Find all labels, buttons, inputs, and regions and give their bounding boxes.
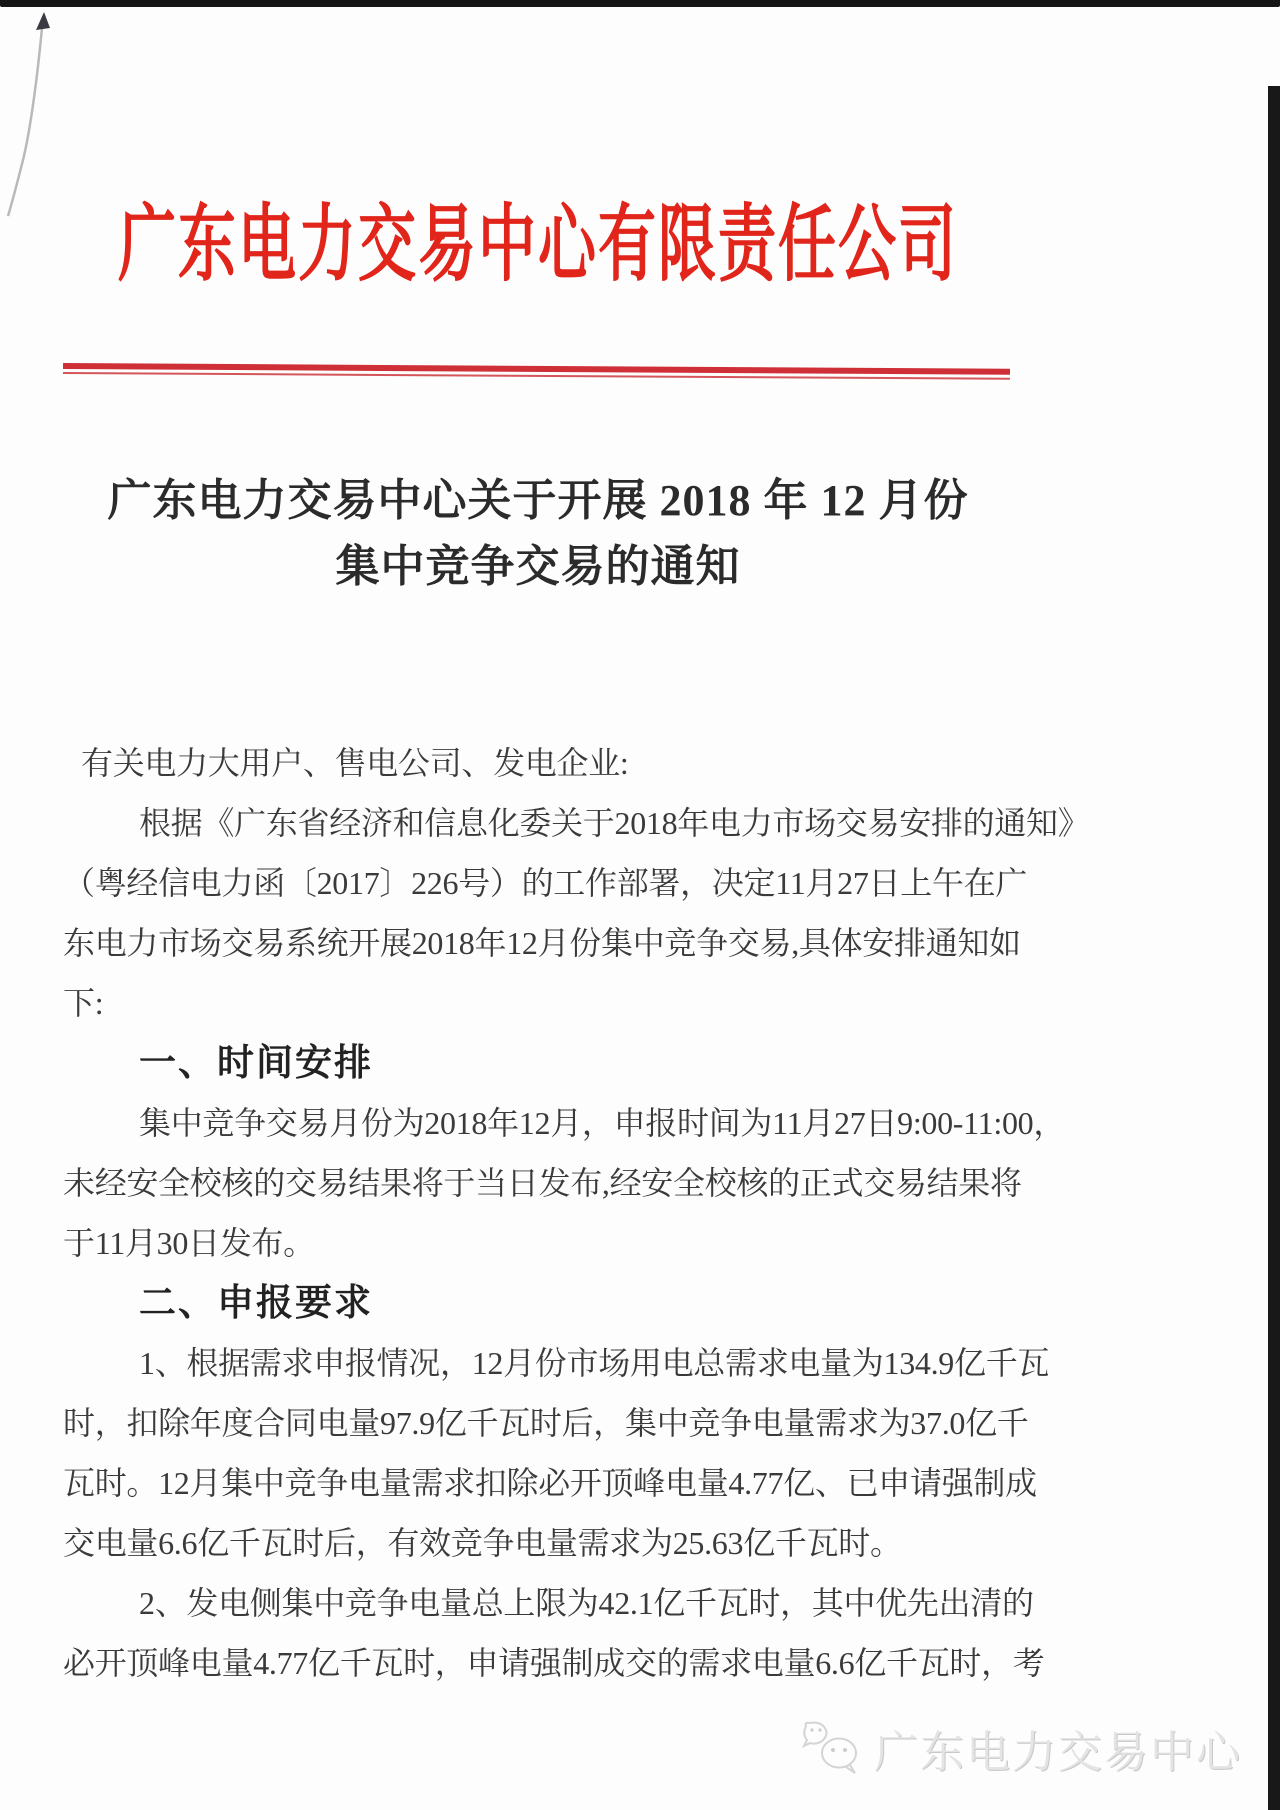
section1-line2: 未经安全校核的交易结果将于当日发布,经安全校核的正式交易结果将	[63, 1165, 1022, 1201]
section1-heading: 一、时间安排	[139, 1042, 373, 1083]
document-title-line2: 集中竞争交易的通知	[335, 542, 741, 591]
scan-edge-right	[1268, 86, 1280, 1810]
scan-edge-top	[0, 0, 1280, 7]
paragraph1-line2: （粤经信电力函〔2017〕226号）的工作部署，决定11月27日上午在广	[63, 865, 1028, 901]
item1-line4: 交电量6.6亿千瓦时后，有效竞争电量需求为25.63亿千瓦时。	[63, 1525, 902, 1561]
watermark	[802, 1716, 1242, 1780]
item1-line3: 瓦时。12月集中竞争电量需求扣除必开顶峰电量4.77亿、已申请强制成	[63, 1465, 1037, 1501]
item1-line2: 时，扣除年度合同电量97.9亿千瓦时后，集中竞争电量需求为37.0亿千	[63, 1405, 1029, 1441]
document-title-line1: 广东电力交易中心关于开展 2018 年 12 月份	[107, 476, 969, 525]
salutation-line: 有关电力大用户、售电公司、发电企业:	[81, 745, 629, 781]
wechat-logo-icon	[802, 1720, 864, 1776]
letterhead-title: 广东电力交易中心有限责任公司	[117, 197, 958, 292]
section2-heading: 二、申报要求	[139, 1282, 373, 1323]
section1-line3: 于11月30日发布。	[63, 1225, 315, 1261]
document-body	[63, 733, 1090, 1693]
item2-line1: 2、发电侧集中竞争电量总上限为42.1亿千瓦时，其中优先出清的	[139, 1585, 1034, 1621]
section1-line1: 集中竞争交易月份为2018年12月，申报时间为11月27日9:00-11:00，	[139, 1105, 1066, 1141]
item1-line1: 1、根据需求申报情况，12月份市场用电总需求电量为134.9亿千瓦	[139, 1345, 1050, 1381]
paragraph1-line4: 下:	[63, 985, 104, 1021]
document-title	[63, 468, 1013, 600]
item2-line2: 必开顶峰电量4.77亿千瓦时，申请强制成交的需求电量6.6亿千瓦时，考	[63, 1645, 1045, 1681]
paragraph1-line3: 东电力市场交易系统开展2018年12月份集中竞争交易,具体安排通知如	[63, 925, 1021, 961]
paragraph1-line1: 根据《广东省经济和信息化委关于2018年电力市场交易安排的通知》	[139, 805, 1090, 841]
letterhead-double-rule	[63, 363, 1010, 380]
watermark-text: 广东电力交易中心	[874, 1728, 1242, 1777]
